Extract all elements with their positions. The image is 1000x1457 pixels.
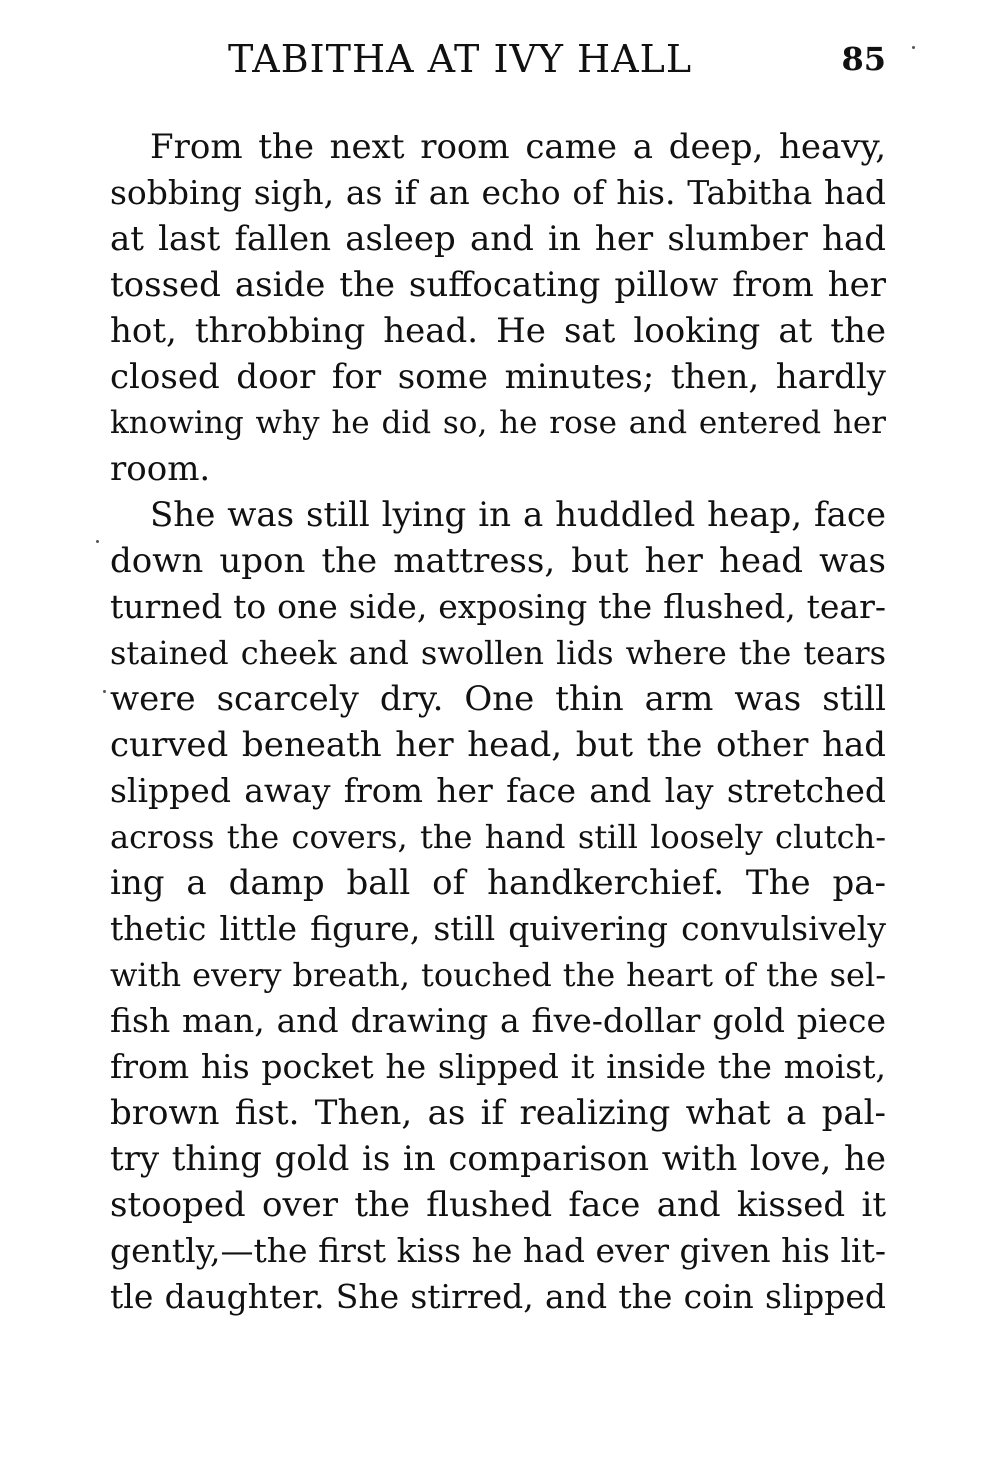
- text-line: try thing gold is in comparison with love, he: [110, 1139, 886, 1179]
- text-line: knowing why he did so, he rose and entered her: [110, 405, 886, 441]
- text-line: turned to one side, exposing the flushed, tear-: [110, 587, 886, 626]
- running-title: TABITHA AT IVY HALL: [228, 37, 693, 81]
- text-line: stooped over the flushed face and kissed it: [110, 1185, 886, 1225]
- text-line: tle daughter. She stirred, and the coin slipped: [110, 1277, 886, 1316]
- text-line: gently,—the first kiss he had ever given his lit-: [110, 1231, 886, 1270]
- text-line: brown fist. Then, as if realizing what a pal-: [110, 1093, 886, 1133]
- text-line: were scarcely dry. One thin arm was still: [110, 679, 886, 719]
- text-line: down upon the mattress, but her head was: [110, 541, 886, 581]
- paragraph: [110, 492, 886, 1320]
- text-line: She was still lying in a huddled heap, face: [150, 495, 886, 535]
- text-line: slipped away from her face and lay stretched: [110, 771, 886, 810]
- text-line: across the covers, the hand still loosely clutch-: [110, 818, 886, 856]
- text-line: tossed aside the suffocating pillow from her: [110, 265, 886, 305]
- text-line: hot, throbbing head. He sat looking at the: [110, 311, 886, 351]
- text-line: ing a damp ball of handkerchief. The pa-: [110, 863, 886, 903]
- paragraph: [110, 124, 886, 492]
- body-text: [110, 124, 886, 1320]
- scan-speck: [96, 540, 99, 543]
- text-line: From the next room came a deep, heavy,: [150, 127, 886, 167]
- text-line: with every breath, touched the heart of the sel-: [110, 956, 886, 994]
- text-line: thetic little figure, still quivering convulsively: [110, 909, 886, 948]
- text-line: at last fallen asleep and in her slumber had: [110, 219, 886, 259]
- running-header: [110, 34, 886, 84]
- scan-speck: [103, 690, 106, 693]
- text-line: sobbing sigh, as if an echo of his. Tabitha had: [110, 173, 886, 212]
- text-line: room.: [110, 449, 211, 489]
- text-line: stained cheek and swollen lids where the tears: [110, 634, 886, 672]
- text-line: fish man, and drawing a five-dollar gold piece: [110, 1001, 886, 1040]
- text-line: from his pocket he slipped it inside the moist,: [110, 1047, 886, 1086]
- page-number: 85: [841, 40, 886, 78]
- scan-speck: [912, 46, 915, 49]
- text-line: closed door for some minutes; then, hardly: [110, 357, 886, 397]
- text-line: curved beneath her head, but the other had: [110, 725, 886, 765]
